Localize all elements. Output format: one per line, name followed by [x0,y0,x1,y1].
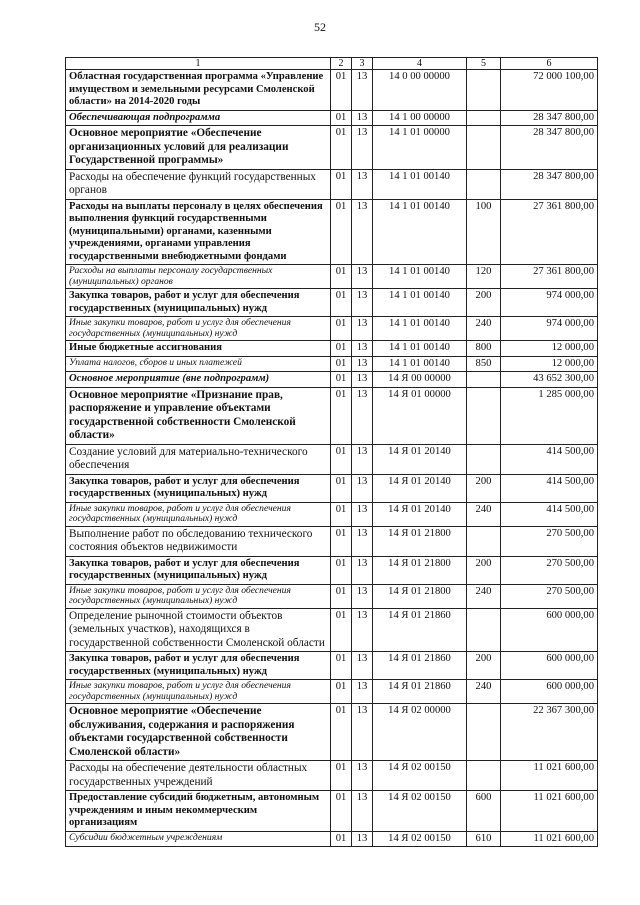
expense-type-cell [467,608,501,652]
target-article-cell: 14 Я 01 21860 [373,680,467,704]
section-code-cell: 01 [331,652,352,680]
subsection-code-cell: 13 [352,317,373,341]
expense-name-cell: Предоставление субсидий бюджетным, автономным учреждениям и иным некоммерческим организациям [66,791,331,832]
target-article-cell: 14 1 01 00140 [373,356,467,372]
subsection-code-cell: 13 [352,265,373,289]
expense-type-cell: 100 [467,199,501,265]
section-code-cell: 01 [331,474,352,502]
expense-name-cell: Закупка товаров, работ и услуг для обеспечения государственных (муниципальных) нужд [66,556,331,584]
target-article-cell: 14 1 01 00140 [373,169,467,199]
expense-type-cell: 240 [467,317,501,341]
expense-name-cell: Иные бюджетные ассигнования [66,341,331,357]
page-number: 52 [314,20,326,34]
amount-cell: 414 500,00 [501,474,598,502]
section-code-cell: 01 [331,169,352,199]
section-code-cell: 01 [331,704,352,761]
expense-name-cell: Иные закупки товаров, работ и услуг для обеспечения государственных (муниципальных) нужд [66,584,331,608]
expense-type-cell: 200 [467,556,501,584]
table-row [66,831,598,847]
amount-cell: 600 000,00 [501,608,598,652]
budget-table [65,57,598,847]
target-article-cell: 14 Я 01 20140 [373,502,467,526]
section-code-cell: 01 [331,761,352,791]
target-article-cell: 14 Я 01 00000 [373,387,467,444]
amount-cell: 414 500,00 [501,444,598,474]
subsection-code-cell: 13 [352,502,373,526]
expense-type-cell [467,444,501,474]
table-row [66,372,598,388]
section-code-cell: 01 [331,556,352,584]
subsection-code-cell: 13 [352,652,373,680]
amount-cell: 12 000,00 [501,341,598,357]
expense-type-cell: 600 [467,791,501,832]
target-article-cell: 14 Я 01 21860 [373,608,467,652]
amount-cell: 43 652 300,00 [501,372,598,388]
section-code-cell: 01 [331,110,352,126]
target-article-cell: 14 1 01 00140 [373,265,467,289]
expense-type-cell: 240 [467,680,501,704]
section-code-cell: 01 [331,444,352,474]
amount-cell: 270 500,00 [501,526,598,556]
amount-cell: 28 347 800,00 [501,110,598,126]
expense-name-cell: Основное мероприятие (вне подпрограмм) [66,372,331,388]
section-code-cell: 01 [331,387,352,444]
expense-name-cell: Закупка товаров, работ и услуг для обеспечения государственных (муниципальных) нужд [66,652,331,680]
column-header: 4 [373,58,467,70]
table-row [66,265,598,289]
section-code-cell: 01 [331,289,352,317]
target-article-cell: 14 1 00 00000 [373,110,467,126]
subsection-code-cell: 13 [352,199,373,265]
table-row [66,502,598,526]
column-header: 6 [501,58,598,70]
amount-cell: 27 361 800,00 [501,199,598,265]
subsection-code-cell: 13 [352,584,373,608]
expense-name-cell: Создание условий для материально-технического обеспечения [66,444,331,474]
subsection-code-cell: 13 [352,341,373,357]
expense-name-cell: Расходы на выплаты персоналу в целях обеспечения выполнения функций государственными (муниципальными) органами, казенными учреждениями, органами управления государственными внебюджетными фондами [66,199,331,265]
expense-type-cell: 200 [467,652,501,680]
amount-cell: 72 000 100,00 [501,70,598,111]
expense-name-cell: Закупка товаров, работ и услуг для обеспечения государственных (муниципальных) нужд [66,474,331,502]
section-code-cell: 01 [331,584,352,608]
target-article-cell: 14 Я 02 00150 [373,831,467,847]
table-row [66,70,598,111]
subsection-code-cell: 13 [352,372,373,388]
expense-type-cell [467,704,501,761]
table-row [66,704,598,761]
expense-name-cell: Иные закупки товаров, работ и услуг для обеспечения государственных (муниципальных) нужд [66,502,331,526]
subsection-code-cell: 13 [352,474,373,502]
table-row [66,199,598,265]
amount-cell: 270 500,00 [501,556,598,584]
amount-cell: 28 347 800,00 [501,169,598,199]
expense-type-cell [467,126,501,170]
amount-cell: 11 021 600,00 [501,831,598,847]
table-row [66,289,598,317]
expense-name-cell: Уплата налогов, сборов и иных платежей [66,356,331,372]
section-code-cell: 01 [331,680,352,704]
target-article-cell: 14 Я 00 00000 [373,372,467,388]
expense-type-cell [467,526,501,556]
target-article-cell: 14 Я 01 21860 [373,652,467,680]
table-row [66,556,598,584]
section-code-cell: 01 [331,126,352,170]
section-code-cell: 01 [331,831,352,847]
table-row [66,341,598,357]
expense-type-cell: 800 [467,341,501,357]
section-code-cell: 01 [331,199,352,265]
subsection-code-cell: 13 [352,791,373,832]
target-article-cell: 14 1 01 00140 [373,289,467,317]
table-row [66,110,598,126]
target-article-cell: 14 1 01 00140 [373,341,467,357]
column-number-row [66,58,598,70]
expense-type-cell: 200 [467,474,501,502]
expense-type-cell [467,169,501,199]
amount-cell: 22 367 300,00 [501,704,598,761]
column-header: 5 [467,58,501,70]
table-row [66,761,598,791]
amount-cell: 414 500,00 [501,502,598,526]
section-code-cell: 01 [331,791,352,832]
target-article-cell: 14 Я 01 21800 [373,584,467,608]
expense-type-cell: 240 [467,584,501,608]
section-code-cell: 01 [331,356,352,372]
subsection-code-cell: 13 [352,831,373,847]
subsection-code-cell: 13 [352,169,373,199]
expense-type-cell [467,761,501,791]
subsection-code-cell: 13 [352,70,373,111]
column-header: 1 [66,58,331,70]
target-article-cell: 14 Я 02 00150 [373,761,467,791]
subsection-code-cell: 13 [352,387,373,444]
subsection-code-cell: 13 [352,356,373,372]
section-code-cell: 01 [331,526,352,556]
target-article-cell: 14 Я 01 20140 [373,444,467,474]
amount-cell: 11 021 600,00 [501,791,598,832]
table-row [66,356,598,372]
table-row [66,317,598,341]
target-article-cell: 14 Я 02 00150 [373,791,467,832]
section-code-cell: 01 [331,317,352,341]
expense-name-cell: Основное мероприятие «Обеспечение организационных условий для реализации Государственной программы» [66,126,331,170]
target-article-cell: 14 1 01 00000 [373,126,467,170]
table-row [66,387,598,444]
target-article-cell: 14 Я 01 20140 [373,474,467,502]
subsection-code-cell: 13 [352,526,373,556]
table-row [66,791,598,832]
table-row [66,526,598,556]
expense-name-cell: Основное мероприятие «Обеспечение обслуживания, содержания и распоряжения объектами государственной собственности Смоленской области» [66,704,331,761]
section-code-cell: 01 [331,608,352,652]
expense-type-cell: 610 [467,831,501,847]
expense-type-cell [467,70,501,111]
expense-name-cell: Закупка товаров, работ и услуг для обеспечения государственных (муниципальных) нужд [66,289,331,317]
amount-cell: 600 000,00 [501,680,598,704]
column-header: 2 [331,58,352,70]
column-header: 3 [352,58,373,70]
subsection-code-cell: 13 [352,556,373,584]
section-code-cell: 01 [331,341,352,357]
subsection-code-cell: 13 [352,704,373,761]
section-code-cell: 01 [331,70,352,111]
amount-cell: 28 347 800,00 [501,126,598,170]
target-article-cell: 14 Я 02 00000 [373,704,467,761]
table-row [66,444,598,474]
target-article-cell: 14 1 01 00140 [373,199,467,265]
expense-name-cell: Иные закупки товаров, работ и услуг для обеспечения государственных (муниципальных) нужд [66,680,331,704]
amount-cell: 1 285 000,00 [501,387,598,444]
section-code-cell: 01 [331,372,352,388]
expense-type-cell [467,372,501,388]
table-row [66,608,598,652]
amount-cell: 974 000,00 [501,289,598,317]
expense-name-cell: Иные закупки товаров, работ и услуг для обеспечения государственных (муниципальных) нужд [66,317,331,341]
expense-name-cell: Областная государственная программа «Управление имуществом и земельными ресурсами Смоленской области» на 2014-2020 годы [66,70,331,111]
target-article-cell: 14 Я 01 21800 [373,556,467,584]
table-row [66,126,598,170]
subsection-code-cell: 13 [352,110,373,126]
expense-type-cell: 240 [467,502,501,526]
expense-name-cell: Расходы на обеспечение деятельности областных государственных учреждений [66,761,331,791]
amount-cell: 11 021 600,00 [501,761,598,791]
subsection-code-cell: 13 [352,126,373,170]
expense-type-cell: 850 [467,356,501,372]
target-article-cell: 14 1 01 00140 [373,317,467,341]
expense-type-cell [467,387,501,444]
amount-cell: 12 000,00 [501,356,598,372]
table-row [66,474,598,502]
subsection-code-cell: 13 [352,289,373,317]
expense-type-cell [467,110,501,126]
subsection-code-cell: 13 [352,761,373,791]
amount-cell: 974 000,00 [501,317,598,341]
expense-type-cell: 120 [467,265,501,289]
table-row [66,652,598,680]
section-code-cell: 01 [331,502,352,526]
subsection-code-cell: 13 [352,444,373,474]
target-article-cell: 14 Я 01 21800 [373,526,467,556]
amount-cell: 270 500,00 [501,584,598,608]
expense-name-cell: Расходы на обеспечение функций государственных органов [66,169,331,199]
expense-name-cell: Обеспечивающая подпрограмма [66,110,331,126]
expense-name-cell: Выполнение работ по обследованию технического состояния объектов недвижимости [66,526,331,556]
target-article-cell: 14 0 00 00000 [373,70,467,111]
amount-cell: 600 000,00 [501,652,598,680]
section-code-cell: 01 [331,265,352,289]
subsection-code-cell: 13 [352,680,373,704]
amount-cell: 27 361 800,00 [501,265,598,289]
expense-type-cell: 200 [467,289,501,317]
expense-name-cell: Расходы на выплаты персоналу государственных (муниципальных) органов [66,265,331,289]
table-row [66,680,598,704]
expense-name-cell: Основное мероприятие «Признание прав, распоряжение и управление объектами государственной собственности Смоленской области» [66,387,331,444]
subsection-code-cell: 13 [352,608,373,652]
table-row [66,584,598,608]
table-row [66,169,598,199]
expense-name-cell: Определение рыночной стоимости объектов (земельных участков), находящихся в государственной собственности Смоленской области [66,608,331,652]
expense-name-cell: Субсидии бюджетным учреждениям [66,831,331,847]
